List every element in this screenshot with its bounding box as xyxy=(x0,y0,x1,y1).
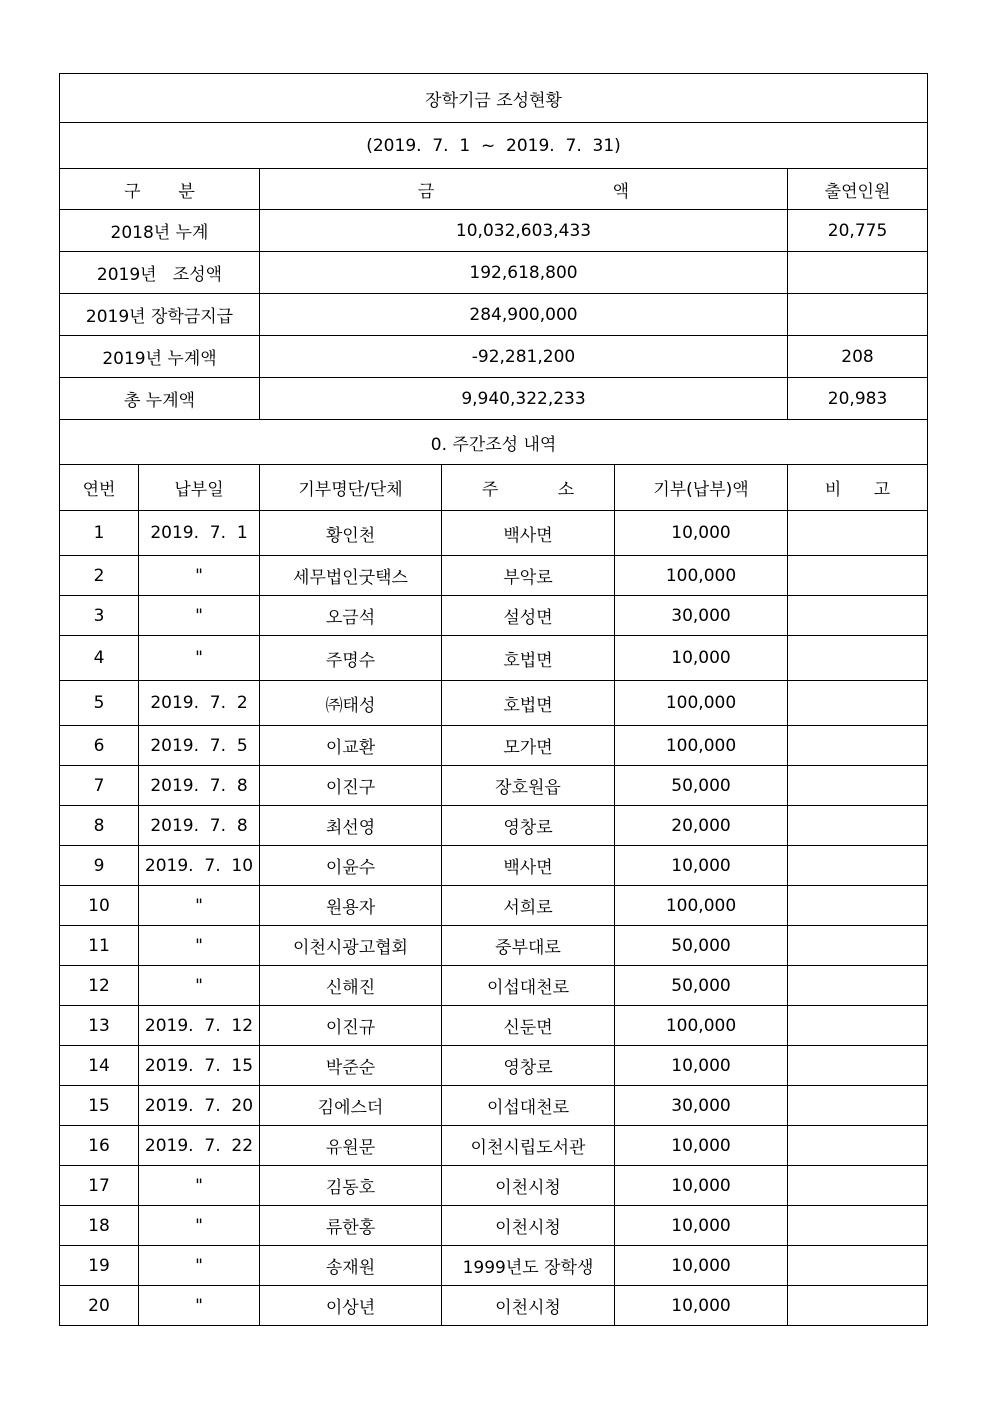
cell-amount: 10,000 xyxy=(615,1126,788,1166)
cell-address: 1999년도 장학생 xyxy=(442,1246,615,1286)
summary-donors xyxy=(788,294,928,336)
cell-no: 7 xyxy=(60,766,139,806)
cell-date: 2019. 7. 8 xyxy=(139,766,260,806)
cell-amount: 10,000 xyxy=(615,1206,788,1246)
summary-amount: -92,281,200 xyxy=(260,336,788,378)
detail-header-row xyxy=(60,465,928,511)
cell-donor: 류한홍 xyxy=(260,1206,442,1246)
section-row xyxy=(60,420,928,465)
cell-no: 17 xyxy=(60,1166,139,1206)
cell-donor: 최선영 xyxy=(260,806,442,846)
cell-no: 18 xyxy=(60,1206,139,1246)
page-title: 장학기금 조성현황 xyxy=(60,74,928,123)
cell-donor: 박준순 xyxy=(260,1046,442,1086)
cell-date: " xyxy=(139,966,260,1006)
cell-note xyxy=(788,1046,928,1086)
cell-address: 이천시청 xyxy=(442,1286,615,1326)
cell-donor: 주명수 xyxy=(260,636,442,681)
summary-row xyxy=(60,210,928,252)
cell-amount: 10,000 xyxy=(615,1166,788,1206)
cell-note xyxy=(788,766,928,806)
cell-amount: 10,000 xyxy=(615,511,788,556)
cell-address: 호법면 xyxy=(442,636,615,681)
summary-amount: 9,940,322,233 xyxy=(260,378,788,420)
cell-amount: 100,000 xyxy=(615,1006,788,1046)
cell-address: 부악로 xyxy=(442,556,615,596)
table-row xyxy=(60,1206,928,1246)
table-row xyxy=(60,636,928,681)
cell-no: 12 xyxy=(60,966,139,1006)
cell-address: 이천시립도서관 xyxy=(442,1126,615,1166)
cell-no: 11 xyxy=(60,926,139,966)
detail-header-date: 납부일 xyxy=(139,465,260,511)
period-row xyxy=(60,123,928,169)
cell-date: " xyxy=(139,556,260,596)
cell-donor: 김동호 xyxy=(260,1166,442,1206)
cell-address: 장호원읍 xyxy=(442,766,615,806)
cell-note xyxy=(788,806,928,846)
cell-note xyxy=(788,1166,928,1206)
title-row xyxy=(60,74,928,123)
cell-no: 5 xyxy=(60,681,139,726)
table-row xyxy=(60,1086,928,1126)
summary-label: 2019년 조성액 xyxy=(60,252,260,294)
summary-amount: 10,032,603,433 xyxy=(260,210,788,252)
summary-label: 2019년 누계액 xyxy=(60,336,260,378)
table-row xyxy=(60,1246,928,1286)
cell-address: 신둔면 xyxy=(442,1006,615,1046)
cell-amount: 10,000 xyxy=(615,1246,788,1286)
summary-amount: 192,618,800 xyxy=(260,252,788,294)
table-row xyxy=(60,846,928,886)
table-row xyxy=(60,1046,928,1086)
cell-date: 2019. 7. 1 xyxy=(139,511,260,556)
summary-row xyxy=(60,336,928,378)
table-row xyxy=(60,926,928,966)
summary-row xyxy=(60,378,928,420)
cell-donor: 유원문 xyxy=(260,1126,442,1166)
summary-amount: 284,900,000 xyxy=(260,294,788,336)
cell-date: 2019. 7. 20 xyxy=(139,1086,260,1126)
cell-no: 1 xyxy=(60,511,139,556)
cell-note xyxy=(788,1006,928,1046)
detail-header-amount: 기부(납부)액 xyxy=(615,465,788,511)
cell-address: 이천시청 xyxy=(442,1206,615,1246)
table-row xyxy=(60,766,928,806)
summary-label: 총 누계액 xyxy=(60,378,260,420)
summary-donors: 208 xyxy=(788,336,928,378)
cell-date: " xyxy=(139,1286,260,1326)
cell-no: 20 xyxy=(60,1286,139,1326)
cell-no: 9 xyxy=(60,846,139,886)
table-row xyxy=(60,1126,928,1166)
cell-date: 2019. 7. 2 xyxy=(139,681,260,726)
section-title: 0. 주간조성 내역 xyxy=(60,420,928,465)
cell-note xyxy=(788,1126,928,1166)
cell-note xyxy=(788,511,928,556)
detail-header-no: 연번 xyxy=(60,465,139,511)
cell-date: 2019. 7. 10 xyxy=(139,846,260,886)
cell-no: 3 xyxy=(60,596,139,636)
cell-amount: 10,000 xyxy=(615,1046,788,1086)
cell-donor: 송재원 xyxy=(260,1246,442,1286)
summary-label: 2018년 누계 xyxy=(60,210,260,252)
cell-date: 2019. 7. 12 xyxy=(139,1006,260,1046)
cell-note xyxy=(788,966,928,1006)
cell-amount: 20,000 xyxy=(615,806,788,846)
cell-donor: 원용자 xyxy=(260,886,442,926)
cell-date: " xyxy=(139,1166,260,1206)
cell-note xyxy=(788,1286,928,1326)
cell-date: 2019. 7. 22 xyxy=(139,1126,260,1166)
table-row xyxy=(60,556,928,596)
cell-amount: 30,000 xyxy=(615,596,788,636)
cell-amount: 100,000 xyxy=(615,726,788,766)
cell-no: 14 xyxy=(60,1046,139,1086)
table-row xyxy=(60,1006,928,1046)
cell-no: 10 xyxy=(60,886,139,926)
cell-amount: 10,000 xyxy=(615,846,788,886)
cell-no: 2 xyxy=(60,556,139,596)
table-row xyxy=(60,511,928,556)
cell-address: 호법면 xyxy=(442,681,615,726)
cell-no: 19 xyxy=(60,1246,139,1286)
cell-amount: 50,000 xyxy=(615,926,788,966)
cell-address: 이섭대천로 xyxy=(442,1086,615,1126)
summary-donors: 20,775 xyxy=(788,210,928,252)
summary-label: 2019년 장학금지급 xyxy=(60,294,260,336)
detail-header-donor: 기부명단/단체 xyxy=(260,465,442,511)
table-row xyxy=(60,681,928,726)
cell-donor: 신해진 xyxy=(260,966,442,1006)
cell-note xyxy=(788,1206,928,1246)
cell-note xyxy=(788,636,928,681)
cell-date: 2019. 7. 15 xyxy=(139,1046,260,1086)
cell-no: 16 xyxy=(60,1126,139,1166)
cell-address: 백사면 xyxy=(442,846,615,886)
cell-address: 중부대로 xyxy=(442,926,615,966)
cell-note xyxy=(788,1246,928,1286)
cell-amount: 30,000 xyxy=(615,1086,788,1126)
summary-row xyxy=(60,252,928,294)
cell-donor: 황인천 xyxy=(260,511,442,556)
cell-donor: 이진규 xyxy=(260,1006,442,1046)
cell-address: 설성면 xyxy=(442,596,615,636)
cell-donor: 오금석 xyxy=(260,596,442,636)
scholarship-fund-table xyxy=(59,73,928,1326)
table-row xyxy=(60,726,928,766)
summary-header-donors: 출연인원 xyxy=(788,169,928,210)
table-row xyxy=(60,1166,928,1206)
cell-date: 2019. 7. 8 xyxy=(139,806,260,846)
cell-amount: 50,000 xyxy=(615,766,788,806)
summary-donors xyxy=(788,252,928,294)
cell-note xyxy=(788,886,928,926)
cell-donor: 이천시광고협회 xyxy=(260,926,442,966)
cell-donor: 이윤수 xyxy=(260,846,442,886)
summary-row xyxy=(60,294,928,336)
table-row xyxy=(60,806,928,846)
cell-amount: 10,000 xyxy=(615,1286,788,1326)
cell-address: 모가면 xyxy=(442,726,615,766)
table-row xyxy=(60,966,928,1006)
summary-header-row xyxy=(60,169,928,210)
cell-address: 이천시청 xyxy=(442,1166,615,1206)
cell-note xyxy=(788,1086,928,1126)
cell-amount: 10,000 xyxy=(615,636,788,681)
table-row xyxy=(60,886,928,926)
cell-note xyxy=(788,726,928,766)
period-range: (2019. 7. 1 ~ 2019. 7. 31) xyxy=(60,123,928,169)
cell-address: 영창로 xyxy=(442,806,615,846)
cell-date: " xyxy=(139,636,260,681)
cell-date: " xyxy=(139,596,260,636)
cell-date: " xyxy=(139,1246,260,1286)
cell-no: 6 xyxy=(60,726,139,766)
detail-header-address: 주 소 xyxy=(442,465,615,511)
detail-body xyxy=(60,511,928,1326)
cell-donor: 이상년 xyxy=(260,1286,442,1326)
cell-date: " xyxy=(139,1206,260,1246)
cell-note xyxy=(788,846,928,886)
table-row xyxy=(60,1286,928,1326)
summary-header-amount: 금 액 xyxy=(260,169,788,210)
summary-donors: 20,983 xyxy=(788,378,928,420)
cell-date: " xyxy=(139,926,260,966)
cell-note xyxy=(788,596,928,636)
detail-header-note: 비 고 xyxy=(788,465,928,511)
cell-no: 4 xyxy=(60,636,139,681)
cell-note xyxy=(788,556,928,596)
cell-note xyxy=(788,681,928,726)
cell-amount: 100,000 xyxy=(615,886,788,926)
cell-date: " xyxy=(139,886,260,926)
cell-no: 15 xyxy=(60,1086,139,1126)
cell-address: 서희로 xyxy=(442,886,615,926)
cell-donor: ㈜태성 xyxy=(260,681,442,726)
cell-donor: 김에스더 xyxy=(260,1086,442,1126)
cell-donor: 이교환 xyxy=(260,726,442,766)
cell-no: 8 xyxy=(60,806,139,846)
cell-address: 백사면 xyxy=(442,511,615,556)
cell-donor: 세무법인굿택스 xyxy=(260,556,442,596)
cell-donor: 이진구 xyxy=(260,766,442,806)
cell-amount: 50,000 xyxy=(615,966,788,1006)
cell-no: 13 xyxy=(60,1006,139,1046)
cell-amount: 100,000 xyxy=(615,681,788,726)
summary-header-category: 구 분 xyxy=(60,169,260,210)
cell-address: 이섭대천로 xyxy=(442,966,615,1006)
cell-date: 2019. 7. 5 xyxy=(139,726,260,766)
cell-amount: 100,000 xyxy=(615,556,788,596)
cell-address: 영창로 xyxy=(442,1046,615,1086)
table-row xyxy=(60,596,928,636)
cell-note xyxy=(788,926,928,966)
